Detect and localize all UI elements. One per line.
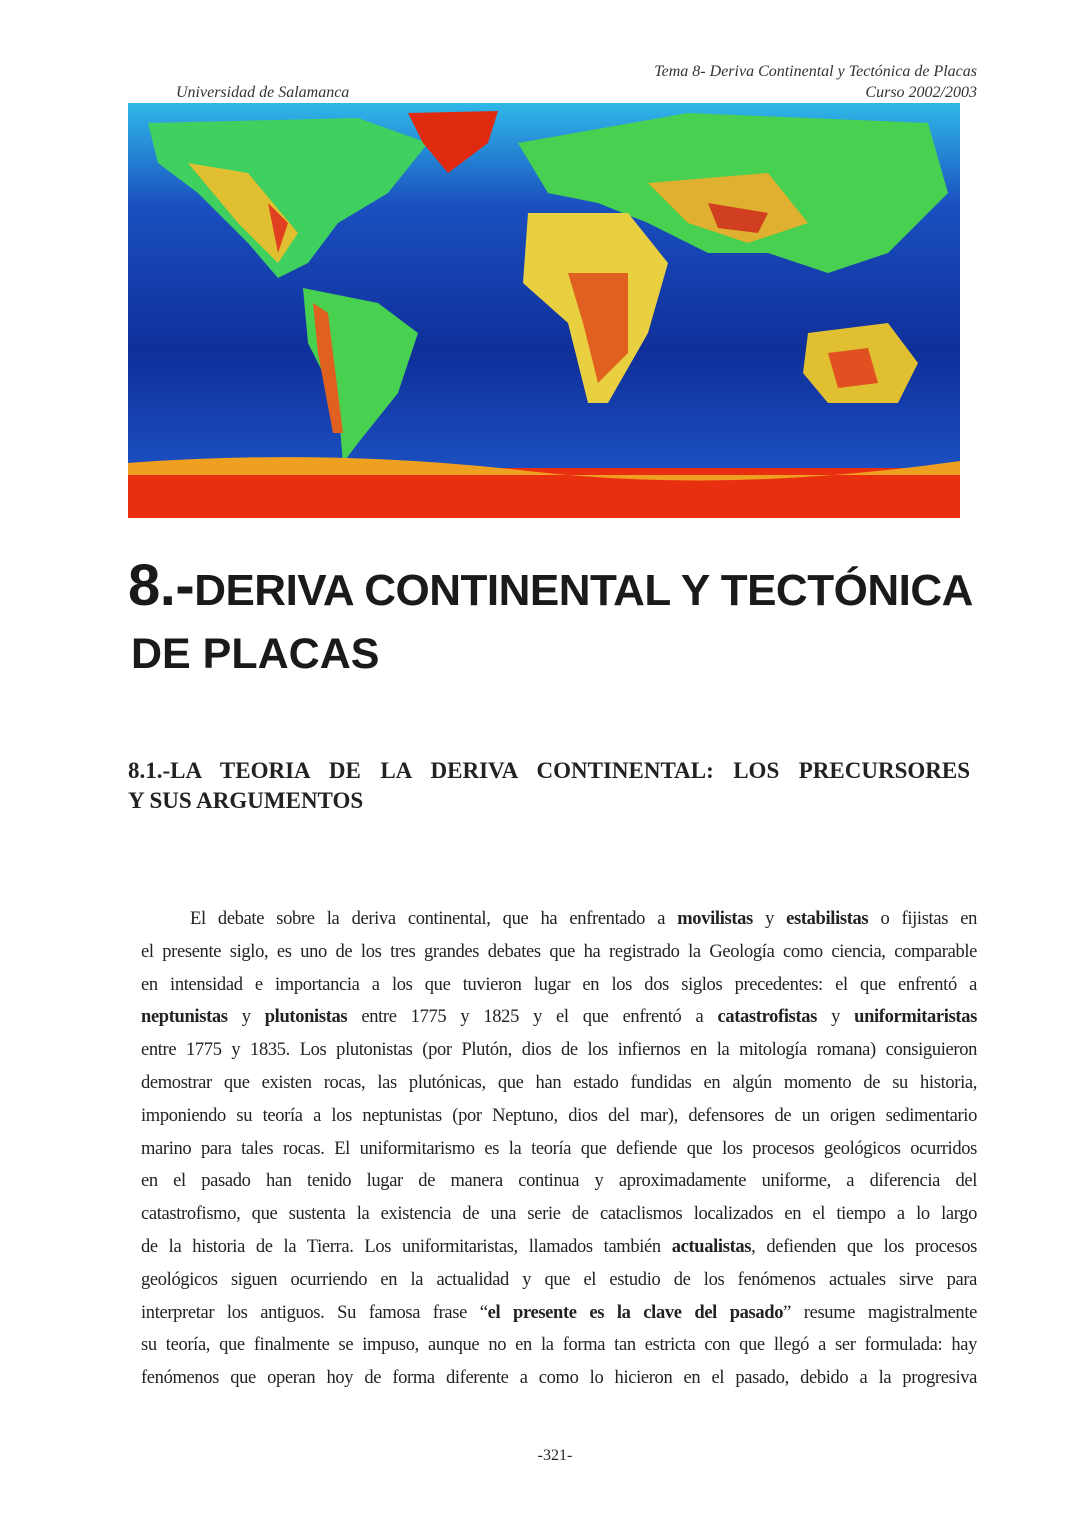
text-line	[141, 1034, 977, 1067]
bold-term: uniformitaristas	[854, 1007, 977, 1028]
text-segment: y	[227, 1007, 265, 1028]
text-segment: ” resume magistralmente	[783, 1302, 977, 1323]
text-line	[141, 1001, 977, 1034]
text-line	[141, 1231, 977, 1264]
text-segment: interpretar los antiguos. Su famosa frase “	[141, 1302, 488, 1323]
page-number: -321-	[537, 1447, 573, 1464]
text-segment: su teoría, que finalmente se impuso, aunque no en la forma tan estricta con que llegó a ser formulada: hay	[141, 1335, 977, 1356]
text-segment: en intensidad e importancia a los que tuvieron lugar en los dos siglos precedentes: el que enfrentó a	[141, 974, 977, 995]
chapter-title	[128, 552, 973, 619]
text-line	[141, 936, 977, 969]
text-segment: demostrar que existen rocas, las plutónicas, que han estado fundidas en algún momento de su historia,	[141, 1072, 977, 1093]
bold-term: estabilistas	[786, 909, 869, 929]
text-line	[141, 1100, 977, 1133]
bold-term: plutonistas	[264, 1007, 348, 1028]
header-topic: Tema 8- Deriva Continental y Tectónica de Placas	[654, 63, 977, 80]
text-line	[141, 903, 977, 936]
text-segment: marino para tales rocas. El uniformitarismo es la teoría que defiende que los procesos geológicos ocurridos	[141, 1138, 977, 1159]
text-segment: catastrofismo, que sustenta la existencia de una serie de cataclismos localizados en el tiempo a lo largo	[141, 1204, 977, 1225]
text-segment: , defienden que los procesos	[751, 1236, 977, 1257]
text-segment: de la historia de la Tierra. Los uniformitaristas, llamados también	[141, 1236, 672, 1257]
text-segment: el presente siglo, es uno de los tres grandes debates que ha registrado la Geología como ciencia, comparable	[141, 941, 977, 962]
text-line	[141, 1133, 977, 1166]
text-segment: en el pasado han tenido lugar de manera continua y aproximadamente uniforme, a diferencia del	[141, 1171, 977, 1192]
chapter-number: 8.-	[128, 553, 195, 618]
text-segment: geológicos siguen ocurriendo en la actualidad y que el estudio de los fenómenos actuales sirve para	[141, 1269, 977, 1290]
header-course: Curso 2002/2003	[865, 84, 977, 101]
bold-term: neptunistas	[141, 1007, 228, 1028]
chapter-title-line2: DE PLACAS	[131, 630, 380, 678]
text-segment: fenómenos que operan hoy de forma diferente a como lo hicieron en el pasado, debido a la progresiva	[141, 1368, 977, 1389]
text-segment: El debate sobre la deriva continental, que ha enfrentado a	[190, 909, 678, 929]
bold-term: actualistas	[671, 1236, 752, 1257]
text-line	[141, 1362, 977, 1395]
text-segment: y	[752, 909, 787, 929]
bold-term: el presente es la clave del pasado	[487, 1302, 784, 1323]
text-line	[141, 1198, 977, 1231]
chapter-title-line1: DERIVA CONTINENTAL Y TECTÓNICA	[194, 566, 973, 615]
bold-term: catastrofistas	[717, 1007, 818, 1028]
text-segment: imponiendo su teoría a los neptunistas (por Neptuno, dios del mar), defensores de un origen sedimentario	[141, 1105, 977, 1126]
text-segment: entre 1775 y 1835. Los plutonistas (por Plutón, dios de los infiernos en la mitología romana) consiguieron	[141, 1040, 977, 1061]
text-segment: y	[817, 1007, 855, 1028]
body-paragraph	[141, 903, 977, 1395]
bold-term: movilistas	[677, 909, 753, 929]
section-heading-line1: 8.1.-LA TEORIA DE LA DERIVA CONTINENTAL: LOS PRECURSORES	[128, 758, 970, 783]
text-segment: entre 1775 y 1825 y el que enfrentó a	[347, 1007, 718, 1028]
text-line	[141, 1264, 977, 1297]
header-university: Universidad de Salamanca	[176, 84, 350, 101]
world-topography-map	[128, 103, 960, 518]
section-heading-line2: Y SUS ARGUMENTOS	[128, 788, 364, 813]
text-line	[141, 1297, 977, 1330]
text-line	[141, 1165, 977, 1198]
text-line	[141, 1329, 977, 1362]
text-line	[141, 969, 977, 1002]
text-line	[141, 1067, 977, 1100]
text-segment: o fijistas en	[868, 909, 977, 929]
